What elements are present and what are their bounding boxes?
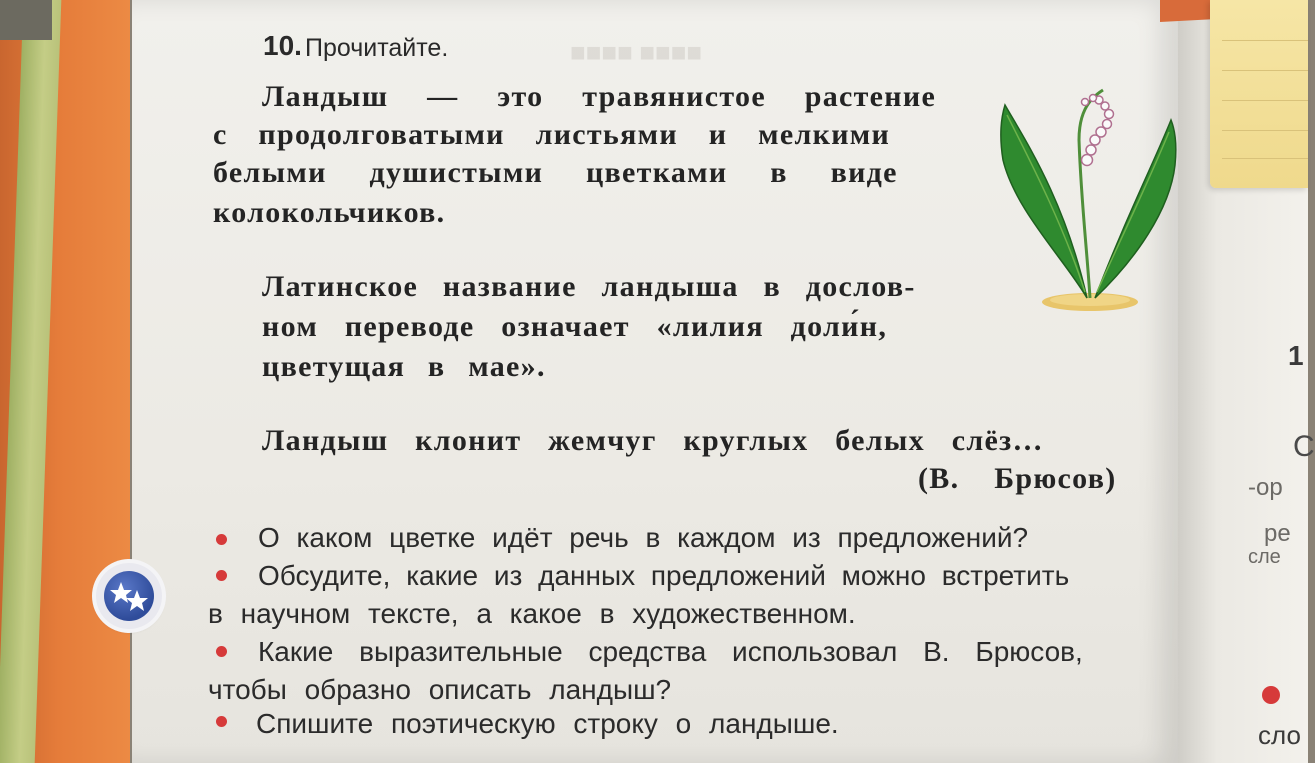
poem-author: (В. Брюсов) [918, 462, 1117, 495]
passage-line: Ландыш — это травянистое растение [262, 80, 937, 113]
stars-badge-icon [96, 563, 162, 629]
adjacent-page-fragment: ре [1264, 520, 1291, 547]
task-instruction: Прочитайте. [305, 34, 449, 62]
question-bullet [216, 646, 227, 657]
lily-of-the-valley-icon [995, 80, 1180, 315]
question-bullet [1262, 686, 1280, 704]
passage-line: Латинское название ландыша в дослов- [262, 270, 916, 303]
sticky-note [1210, 0, 1308, 188]
question-text: Обсудите, какие из данных предложений можно встретить [258, 560, 1070, 591]
task-number: 10. [263, 30, 302, 61]
adjacent-page-fragment: С [1293, 430, 1315, 463]
question-bullet [216, 716, 227, 727]
question-bullet [216, 570, 227, 581]
question-text: Спишите поэтическую строку о ландыше. [256, 708, 839, 739]
adjacent-page-fragment: сле [1248, 546, 1281, 568]
question-text: в научном тексте, а какое в художественном. [208, 598, 856, 629]
question-text: О каком цветке идёт речь в каждом из предложений? [258, 522, 1029, 553]
adjacent-page-number: 1 [1288, 340, 1304, 371]
question-bullet [216, 534, 227, 545]
poem-line: Ландыш клонит жемчуг круглых белых слёз… [262, 424, 1044, 457]
question-text: чтобы образно описать ландыш? [208, 674, 672, 705]
question-text: Какие выразительные средства использовал В. Брюсов, [258, 636, 1083, 667]
passage-line: колокольчиков. [213, 196, 446, 229]
adjacent-page-fragment: сло [1258, 720, 1301, 750]
adjacent-page-fragment: -ор [1248, 474, 1283, 501]
passage-line: белыми душистыми цветками в виде [213, 156, 898, 189]
passage-line: с продолговатыми листьями и мелкими [213, 118, 891, 151]
background-corner [0, 0, 52, 40]
passage-line: ном переводе означает «лилия доли́н, [262, 310, 888, 343]
passage-line: цветущая в мае». [262, 350, 546, 383]
